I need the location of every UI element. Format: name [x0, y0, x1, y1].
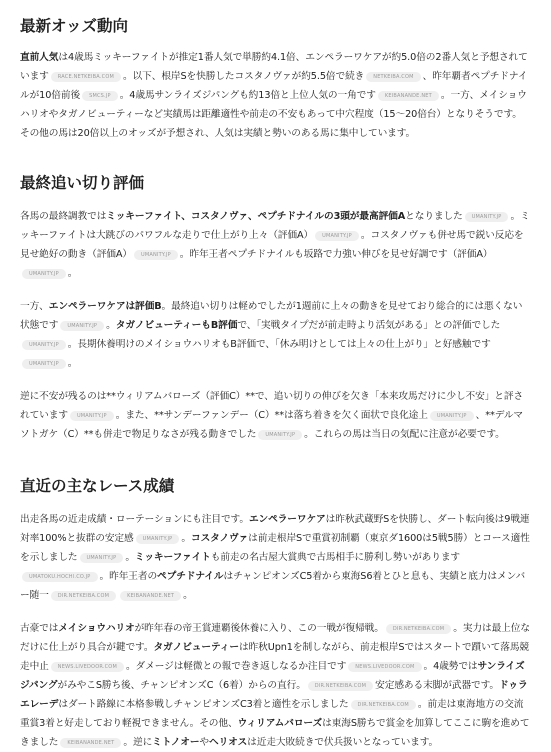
body-text: 。 [183, 590, 193, 601]
source-link-chip[interactable]: DIR.NETKEIBA.COM [308, 681, 373, 691]
source-link-chip[interactable]: UMANITY.JP [80, 553, 124, 563]
emphasis-text: メイショウハリオ [58, 623, 135, 634]
source-link-chip[interactable]: KEIBANANDE.NET [120, 591, 181, 601]
body-text: 逆に不安が残るのは**ウィリアムバローズ（評価C）**で、追い切りの伸びを欠き「本来攻馬だけに少し不安」と評されています [20, 391, 524, 421]
body-text: 、**デルマソトガケ（C）**も併走で物足りなさが残る動きでした [20, 410, 523, 440]
paragraph [20, 207, 531, 283]
emphasis-text: タガノビューティー [153, 642, 239, 653]
body-text: 。4歳馬サンライズジパングも約13倍と上位人気の一角です [119, 90, 376, 101]
source-link-chip[interactable]: UMANITY.JP [430, 411, 474, 421]
paragraph [20, 387, 531, 444]
body-text: で、「実戦タイプだが前走時より活気がある」との評価でした [237, 320, 501, 331]
emphasis-text: ミッキーファイト、コスタノヴァ、ペプチドナイルの3頭が最高評価A [106, 211, 406, 222]
section-heading-final-workout: 最終追い切り評価 [20, 174, 145, 192]
emphasis-text: タガノビューティーもB評価 [115, 320, 238, 331]
emphasis-text: ウィリアムバローズ [237, 718, 323, 729]
body-text: 。長期休養明けのメイショウハリオもB評価で、「休み明けとしては上々の仕上がり」と好感触です [67, 339, 491, 350]
body-text: 。逆に [123, 737, 153, 748]
body-text: は近走大敗続きで伏兵扱いとなっています。 [247, 737, 439, 748]
body-text: 安定感ある末脚が武器です。 [375, 680, 500, 691]
source-link-chip[interactable]: DIR.NETKEIBA.COM [51, 591, 116, 601]
body-text: 。最終追い切りは軽めでしたが1週前に上々の動きを見せており総合的には悪くない状態です [20, 301, 523, 331]
body-text: 、昨年覇者ペプチドナイルが10倍前後 [20, 71, 528, 101]
body-text: 。また、**サンデーファンデー（C）**は落ち着きを欠く面状で良化途上 [115, 410, 428, 421]
body-text: は前走根岸Sで重賞初制覇（東京ダ1600は5戦5勝）とコース適性を示しました [20, 533, 530, 563]
body-text: 。前走は東海地方の交流重賞3着と好走しており軽視できません。その他、 [20, 699, 524, 729]
body-text: 。 [125, 552, 135, 563]
body-text: 。ダメージは軽微との報で巻き返しなるか注目です [125, 661, 347, 672]
body-text: 。一方、メイショウハリオやタガノビューティーなど実績馬は距離適性や前走の不安もあって中穴程度（15〜20倍台）となりそうです。その他の馬は20倍以上のオッズが予想され、人気は実績と勢いのある馬に集中しています。 [20, 90, 527, 139]
body-text: がみやこS勝ち後、チャンピオンズC（6着）からの直行。 [57, 680, 306, 691]
body-text: 。 [106, 320, 116, 331]
paragraph [20, 48, 531, 143]
emphasis-text: エンペラーワケアは評価B [48, 301, 162, 312]
body-text: 。 [67, 268, 78, 279]
source-link-chip[interactable]: UMANITY.JP [70, 411, 114, 421]
body-text: 。4歳勢では [423, 661, 478, 672]
emphasis-text: 直前人気 [20, 52, 59, 63]
body-text: 各馬の最終調教では [20, 211, 107, 222]
source-link-chip[interactable]: DIR.NETKEIBA.COM [351, 700, 416, 710]
emphasis-text: サンライズジパング [20, 661, 525, 691]
body-text: 。ミッキーファイトは大跳びのパワフルな走りで仕上がり上々（評価A） [20, 211, 530, 241]
body-text: 。実力は最上位なだけに仕上がり具合が鍵です。 [20, 623, 530, 653]
emphasis-text: エンペラーワケア [248, 514, 326, 525]
body-text: はダート路線に本格参戦しチャンピオンズC3着と適性を示しました [58, 699, 349, 710]
section-heading-latest-odds: 最新オッズ動向 [20, 17, 129, 35]
source-link-chip[interactable]: DIR.NETKEIBA.COM [386, 624, 451, 634]
body-text: 出走各馬の近走成績・ローテーションにも注目です。 [20, 514, 249, 525]
emphasis-text: コスタノヴァ [190, 533, 249, 544]
body-text: はチャンピオンズC5着から東海S6着とひと息も、実績と底力はメンバー随一 [20, 571, 526, 601]
source-link-chip[interactable]: UMANITY.JP [465, 212, 509, 222]
source-link-chip[interactable]: NEWS.LIVEDOOR.COM [51, 662, 124, 672]
emphasis-text: ミッキーファイト [134, 552, 211, 563]
emphasis-text: ヘリオス [209, 737, 248, 748]
emphasis-text: ミトノオー [152, 737, 200, 748]
body-text: は昨秋武蔵野Sを快勝し、ダート転向後は9戦連対率100%と抜群の安定感 [20, 514, 530, 544]
section-heading-recent-results: 直近の主なレース成績 [20, 477, 175, 495]
body-text: も前走の名古屋大賞典で古馬相手に勝利し勢いがあります [210, 552, 461, 563]
body-text: は昨秋Upn1を制しながら、前走根岸Sではスタートで躓いて落馬競走中止 [20, 642, 530, 672]
source-link-chip[interactable]: UMANITY.JP [134, 250, 178, 260]
body-text: 。これらの馬は当日の気配に注意が必要です。 [304, 429, 505, 440]
body-text: 。コスタノヴァも併せ馬で鋭い反応を見せ絶好の動き（評価A） [20, 230, 524, 260]
source-link-chip[interactable]: UMANITY.JP [22, 269, 66, 279]
body-text: 。昨年王者の [99, 571, 158, 582]
paragraph [20, 510, 531, 605]
body-text: 。以下、根岸Sを快勝したコスタノヴァが約5.5倍で続き [122, 71, 365, 82]
source-link-chip[interactable]: UMANITY.JP [22, 359, 66, 369]
paragraph [20, 297, 531, 373]
source-link-chip[interactable]: KEIBANANDE.NET [60, 738, 121, 748]
source-link-chip[interactable]: RACE.NETKEIBA.COM [51, 72, 121, 82]
source-link-chip[interactable]: NETKEIBA.COM [366, 72, 420, 82]
source-link-chip[interactable]: UMANITY.JP [22, 340, 66, 350]
body-text: は4歳馬ミッキーファイトが推定1番人気で単勝約4.1倍、エンペラーワケアが約5.0倍の2番人気と予想されています [20, 52, 528, 82]
body-text: 。昨年王者ペプチドナイルも坂路で力強い伸びを見せ好調です（評価A） [179, 249, 493, 260]
body-text: 。 [181, 533, 191, 544]
source-link-chip[interactable]: UMANITY.JP [136, 534, 180, 544]
body-text: 古豪では [20, 623, 59, 634]
source-link-chip[interactable]: KEIBANANDE.NET [378, 91, 439, 101]
body-text: は東海S勝ちで賞金を加算してここに駒を進めてきました [20, 718, 530, 748]
paragraph [20, 619, 531, 752]
source-link-chip[interactable]: SMCS.JP [82, 91, 118, 101]
body-text: 。 [67, 358, 78, 369]
body-text: が昨年春の帝王賞連覇後休養に入り、この一戦が復帰戦。 [134, 623, 384, 634]
body-text: や [199, 737, 210, 748]
source-link-chip[interactable]: UMANITY.JP [60, 321, 104, 331]
source-link-chip[interactable]: UMATOKU.HOCHI.CO.JP [22, 572, 98, 582]
emphasis-text: ドゥラエレーデ [20, 680, 528, 710]
body-text: となりました [405, 211, 463, 222]
body-text: 一方、 [20, 301, 49, 312]
source-link-chip[interactable]: UMANITY.JP [315, 231, 359, 241]
emphasis-text: ペプチドナイル [157, 571, 224, 582]
source-link-chip[interactable]: UMANITY.JP [258, 430, 302, 440]
source-link-chip[interactable]: NEWS.LIVEDOOR.COM [348, 662, 421, 672]
